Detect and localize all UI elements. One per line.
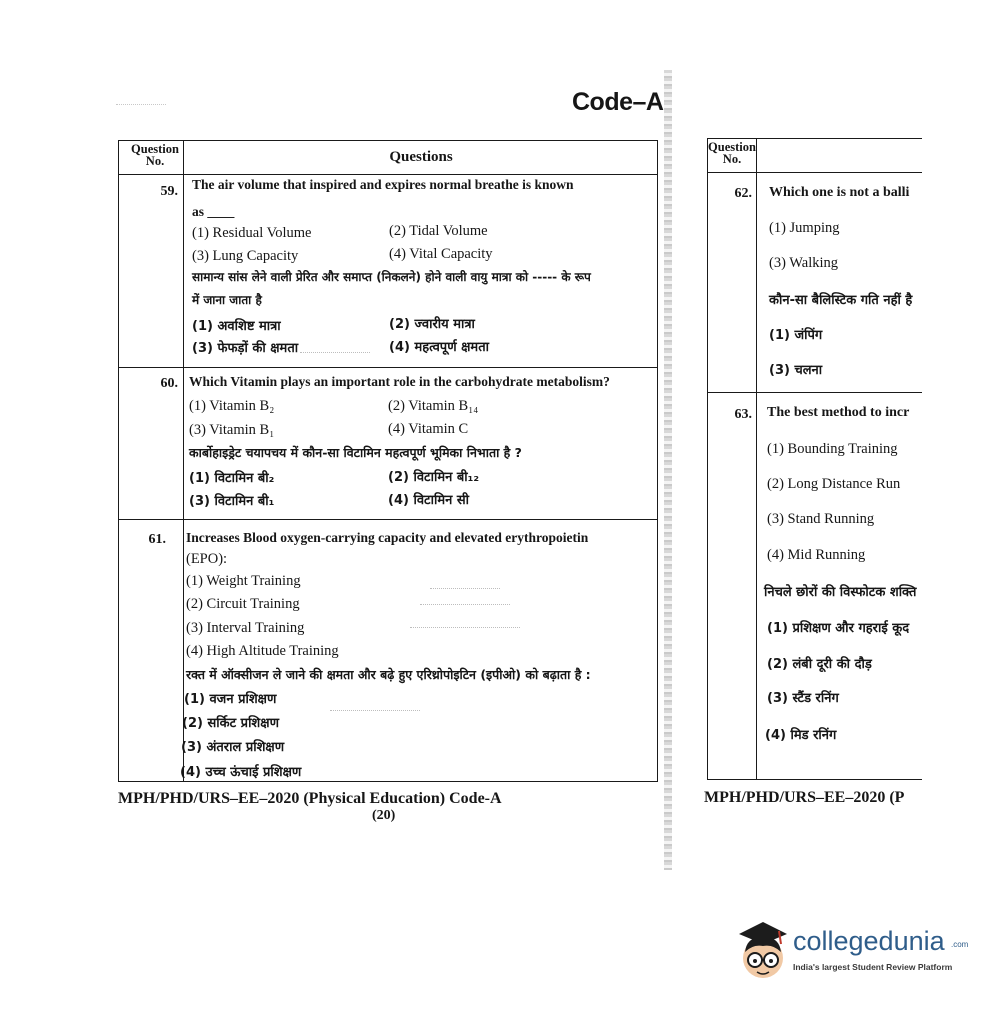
- right-column-divider: [756, 139, 757, 779]
- option-3: (3) Vitamin B₁: [189, 422, 275, 438]
- option-4: (4) Vital Capacity: [389, 246, 493, 262]
- question-63-hindi-option-4: (4) मिड रनिंग: [765, 728, 837, 743]
- hindi-option-2: (2) सर्किट प्रशिक्षण: [182, 716, 279, 731]
- hindi-question-text: में जाना जाता है: [192, 293, 262, 307]
- hindi-option-4: (4) विटामिन सी: [388, 493, 470, 508]
- logo-tagline: India's largest Student Review Platform: [793, 962, 953, 972]
- right-page-clip: [700, 130, 922, 830]
- question-62-option-3: (3) Walking: [769, 255, 839, 271]
- hindi-option-3: (3) विटामिन बी₁: [189, 494, 275, 509]
- hindi-option-1: (1) विटामिन बी₂: [189, 471, 275, 486]
- scan-noise: [430, 588, 500, 589]
- question-63-text: The best method to incr: [767, 405, 910, 420]
- scan-noise: [410, 627, 520, 628]
- right-question-no-header: Question No.: [708, 140, 756, 166]
- question-62-text: Which one is not a balli: [769, 185, 910, 200]
- hindi-question-text: रक्त में ऑक्सीजन ले जाने की क्षमता और बढ़े हुए एरिथ्रोपोइटिन (इपीओ) को बढ़ाता है :: [186, 667, 591, 682]
- option-2: (2) Tidal Volume: [389, 223, 488, 239]
- hindi-option-3: (3) फेफड़ों की क्षमता: [192, 341, 299, 356]
- option-2: (2) Vitamin B₁₄: [388, 398, 479, 414]
- option-4: (4) Vitamin C: [388, 421, 469, 437]
- hindi-option-1: (1) वजन प्रशिक्षण: [184, 692, 277, 707]
- option-1: (1) Residual Volume: [192, 225, 312, 241]
- question-number: 59.: [160, 184, 178, 199]
- scan-noise: [420, 604, 510, 605]
- collegedunia-logo: [733, 918, 969, 988]
- hindi-question-text: सामान्य सांस लेने वाली प्रेरित और समाप्त (निकलने) होने वाली वायु मात्रा को ----- के रूप: [192, 270, 591, 284]
- scan-noise: [300, 352, 370, 353]
- option-3: (3) Interval Training: [186, 620, 305, 636]
- option-1: (1) Weight Training: [186, 573, 301, 589]
- question-62-hindi-option-1: (1) जंपिंग: [769, 328, 823, 343]
- logo-wordmark: collegedunia: [793, 926, 945, 956]
- question-63-option-2: (2) Long Distance Run: [767, 476, 901, 492]
- hindi-option-3: (3) अंतराल प्रशिक्षण: [181, 740, 285, 755]
- hindi-option-2: (2) विटामिन बी₁₂: [388, 470, 480, 485]
- question-63-hindi-option-1: (1) प्रशिक्षण और गहराई कूद: [767, 621, 910, 636]
- scan-mark: [116, 104, 166, 113]
- question-63-option-1: (1) Bounding Training: [767, 441, 898, 457]
- row-divider: [119, 519, 657, 520]
- row-divider: [119, 367, 657, 368]
- question-number-62: 62.: [734, 186, 752, 201]
- questions-header: Questions: [389, 149, 453, 165]
- question-text: as ____: [192, 204, 235, 219]
- right-row-divider: [708, 392, 922, 393]
- question-number: 60.: [160, 376, 178, 391]
- hindi-question-text: कार्बोहाइड्रेट चयापचय में कौन-सा विटामिन महत्वपूर्ण भूमिका निभाता है ?: [189, 445, 522, 460]
- question-text: The air volume that inspired and expires normal breathe is known: [192, 177, 574, 192]
- question-text: (EPO):: [186, 551, 228, 567]
- column-divider: [183, 141, 184, 781]
- question-text: Which Vitamin plays an important role in the carbohydrate metabolism?: [189, 374, 610, 389]
- question-63-hindi-option-2: (2) लंबी दूरी की दौड़: [767, 657, 872, 672]
- hindi-option-1: (1) अवशिष्ट मात्रा: [192, 319, 281, 334]
- question-62-option-1: (1) Jumping: [769, 220, 840, 236]
- question-number: 61.: [148, 532, 166, 547]
- question-text: Increases Blood oxygen-carrying capacity and elevated erythropoietin: [186, 530, 589, 545]
- scan-noise: [330, 710, 420, 711]
- question-63-hindi-option-3: (3) स्टैंड रनिंग: [767, 691, 839, 706]
- question-62-hindi-text: कौन-सा बैलिस्टिक गति नहीं है: [769, 293, 913, 308]
- option-1: (1) Vitamin B₂: [189, 398, 275, 414]
- page-gutter: [664, 70, 672, 870]
- question-number-63: 63.: [734, 407, 752, 422]
- option-3: (3) Lung Capacity: [192, 248, 299, 264]
- page-footer: MPH/PHD/URS–EE–2020 (Physical Education) Code-A: [118, 790, 502, 807]
- hindi-option-2: (2) ज्वारीय मात्रा: [389, 317, 475, 332]
- question-63-hindi-text: निचले छोरों की विस्फोटक शक्ति: [764, 585, 917, 600]
- question-62-hindi-option-3: (3) चलना: [769, 363, 823, 378]
- mascot-icon: [733, 918, 793, 988]
- right-page-footer: MPH/PHD/URS–EE–2020 (P: [704, 789, 905, 806]
- question-no-header: Question No.: [131, 142, 179, 168]
- option-2: (2) Circuit Training: [186, 596, 300, 612]
- paper-code: Code–A: [572, 88, 664, 116]
- logo-tld: .com: [951, 940, 969, 949]
- option-4: (4) High Altitude Training: [186, 643, 339, 659]
- page-number: (20): [372, 808, 396, 823]
- hindi-option-4: (4) महत्वपूर्ण क्षमता: [389, 340, 489, 355]
- hindi-option-4: (4) उच्च ऊंचाई प्रशिक्षण: [180, 765, 302, 780]
- question-63-option-3: (3) Stand Running: [767, 511, 875, 527]
- question-63-option-4: (4) Mid Running: [767, 547, 866, 563]
